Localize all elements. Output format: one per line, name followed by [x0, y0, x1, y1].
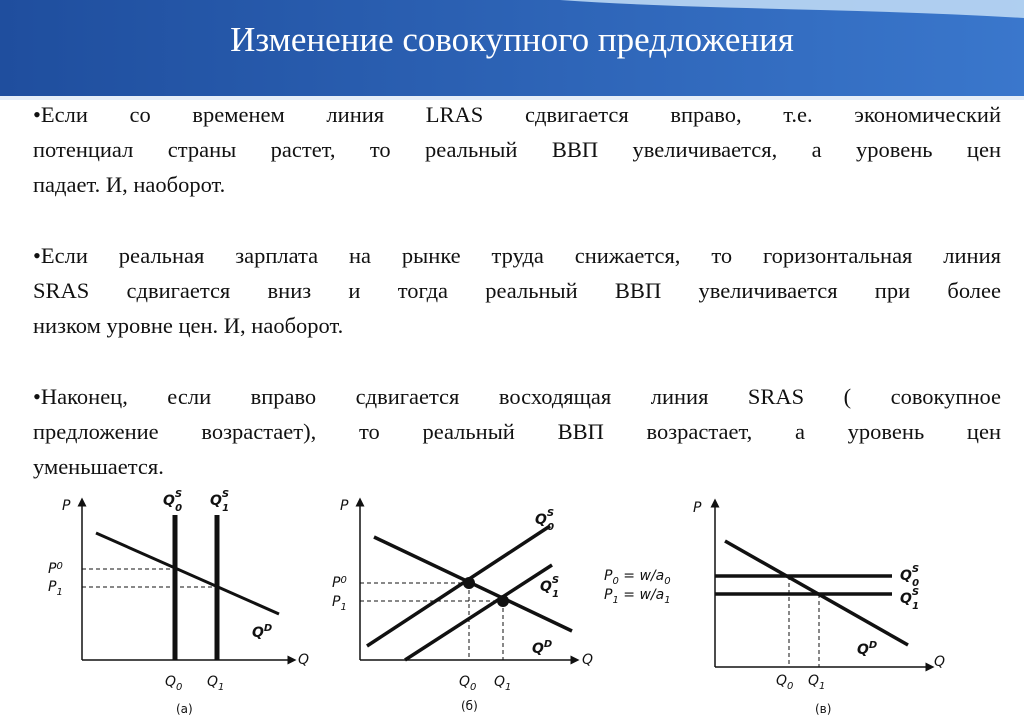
paragraph-line: •Если реальная зарплата на рынке труда снижается, то горизонтальная линия	[33, 243, 1001, 268]
fig-b-supply1-label: $Q^S$ 1	[540, 575, 560, 600]
figure-b	[332, 498, 593, 713]
fig-b-axis-p-label: P	[340, 498, 349, 514]
fig-c-p1-label: $P_1 = w/a_1$	[604, 587, 671, 606]
fig-b-caption: (б)	[461, 699, 478, 713]
fig-c-caption: (в)	[815, 702, 832, 716]
paragraph-line: SRAS сдвигается вниз и тогда реальный ВВП увеличивается при более	[33, 278, 1001, 303]
paragraph-line: низком уровне цен. И, наоборот.	[33, 313, 344, 338]
fig-b-p1-label: $P_1$	[332, 594, 347, 613]
fig-b-q1-label: $Q_1$	[494, 674, 512, 693]
paragraph-line: падает. И, наоборот.	[33, 172, 226, 197]
fig-a-q0-label: $Q_0$	[165, 674, 183, 693]
fig-a-demand-line	[96, 533, 279, 614]
slide-title: Изменение совокупного предложения	[230, 20, 794, 59]
fig-c-supply1-label: $Q^S$ 1	[900, 587, 920, 612]
fig-c-p0-label: $P_0 = w/a_0$	[604, 568, 671, 587]
fig-a-caption: (а)	[176, 702, 193, 716]
figures-area	[0, 485, 1024, 723]
slide-header	[0, 0, 1024, 100]
fig-a-demand-label: $Q^D$	[252, 623, 273, 641]
fig-c-axis-p-label: P	[693, 500, 702, 516]
figure-a	[48, 489, 309, 716]
fig-b-supply0-label: $Q^S$ 0	[535, 508, 555, 533]
paragraph-line: потенциал страны растет, то реальный ВВП увеличивается, а уровень цен	[33, 137, 1001, 162]
fig-a-supply1-label: $Q^S$ 1	[210, 489, 230, 514]
fig-a-q1-label: $Q_1$	[207, 674, 225, 693]
fig-c-q0-label: $Q_0$	[776, 673, 794, 692]
fig-a-axis-q-label: Q	[298, 652, 310, 668]
figure-c	[604, 500, 945, 716]
fig-c-axis-q-label: Q	[934, 654, 946, 670]
paragraph-sras-upward	[33, 379, 1001, 484]
fig-a-axis-p-label: P	[62, 498, 71, 514]
fig-b-p0-label: $P^0$	[332, 575, 347, 591]
fig-a-p0-label: $P^0$	[48, 561, 63, 577]
paragraph-line: •Наконец, если вправо сдвигается восходящая линия SRAS ( совокупное	[33, 384, 1001, 409]
fig-b-equilibrium0-dot	[463, 577, 475, 589]
paragraph-line: •Если со временем линия LRAS сдвигается вправо, т.е. экономический	[33, 102, 1001, 127]
fig-b-equilibrium1-dot	[497, 595, 509, 607]
paragraph-sras-horizontal	[33, 238, 1001, 343]
paragraph-line: уменьшается.	[33, 454, 164, 479]
fig-b-axis-q-label: Q	[582, 652, 594, 668]
fig-c-demand-label: $Q^D$	[857, 640, 878, 658]
paragraph-lras	[33, 97, 1001, 202]
paragraph-line: предложение возрастает), то реальный ВВП возрастает, а уровень цен	[33, 419, 1001, 444]
fig-a-supply0-label: $Q^S$ 0	[163, 489, 183, 514]
fig-c-q1-label: $Q_1$	[808, 673, 826, 692]
fig-b-q0-label: $Q_0$	[459, 674, 477, 693]
fig-b-demand-label: $Q^D$	[532, 639, 553, 657]
fig-c-supply0-label: $Q^S$ 0	[900, 564, 920, 589]
fig-a-p1-label: $P_1$	[48, 579, 63, 598]
